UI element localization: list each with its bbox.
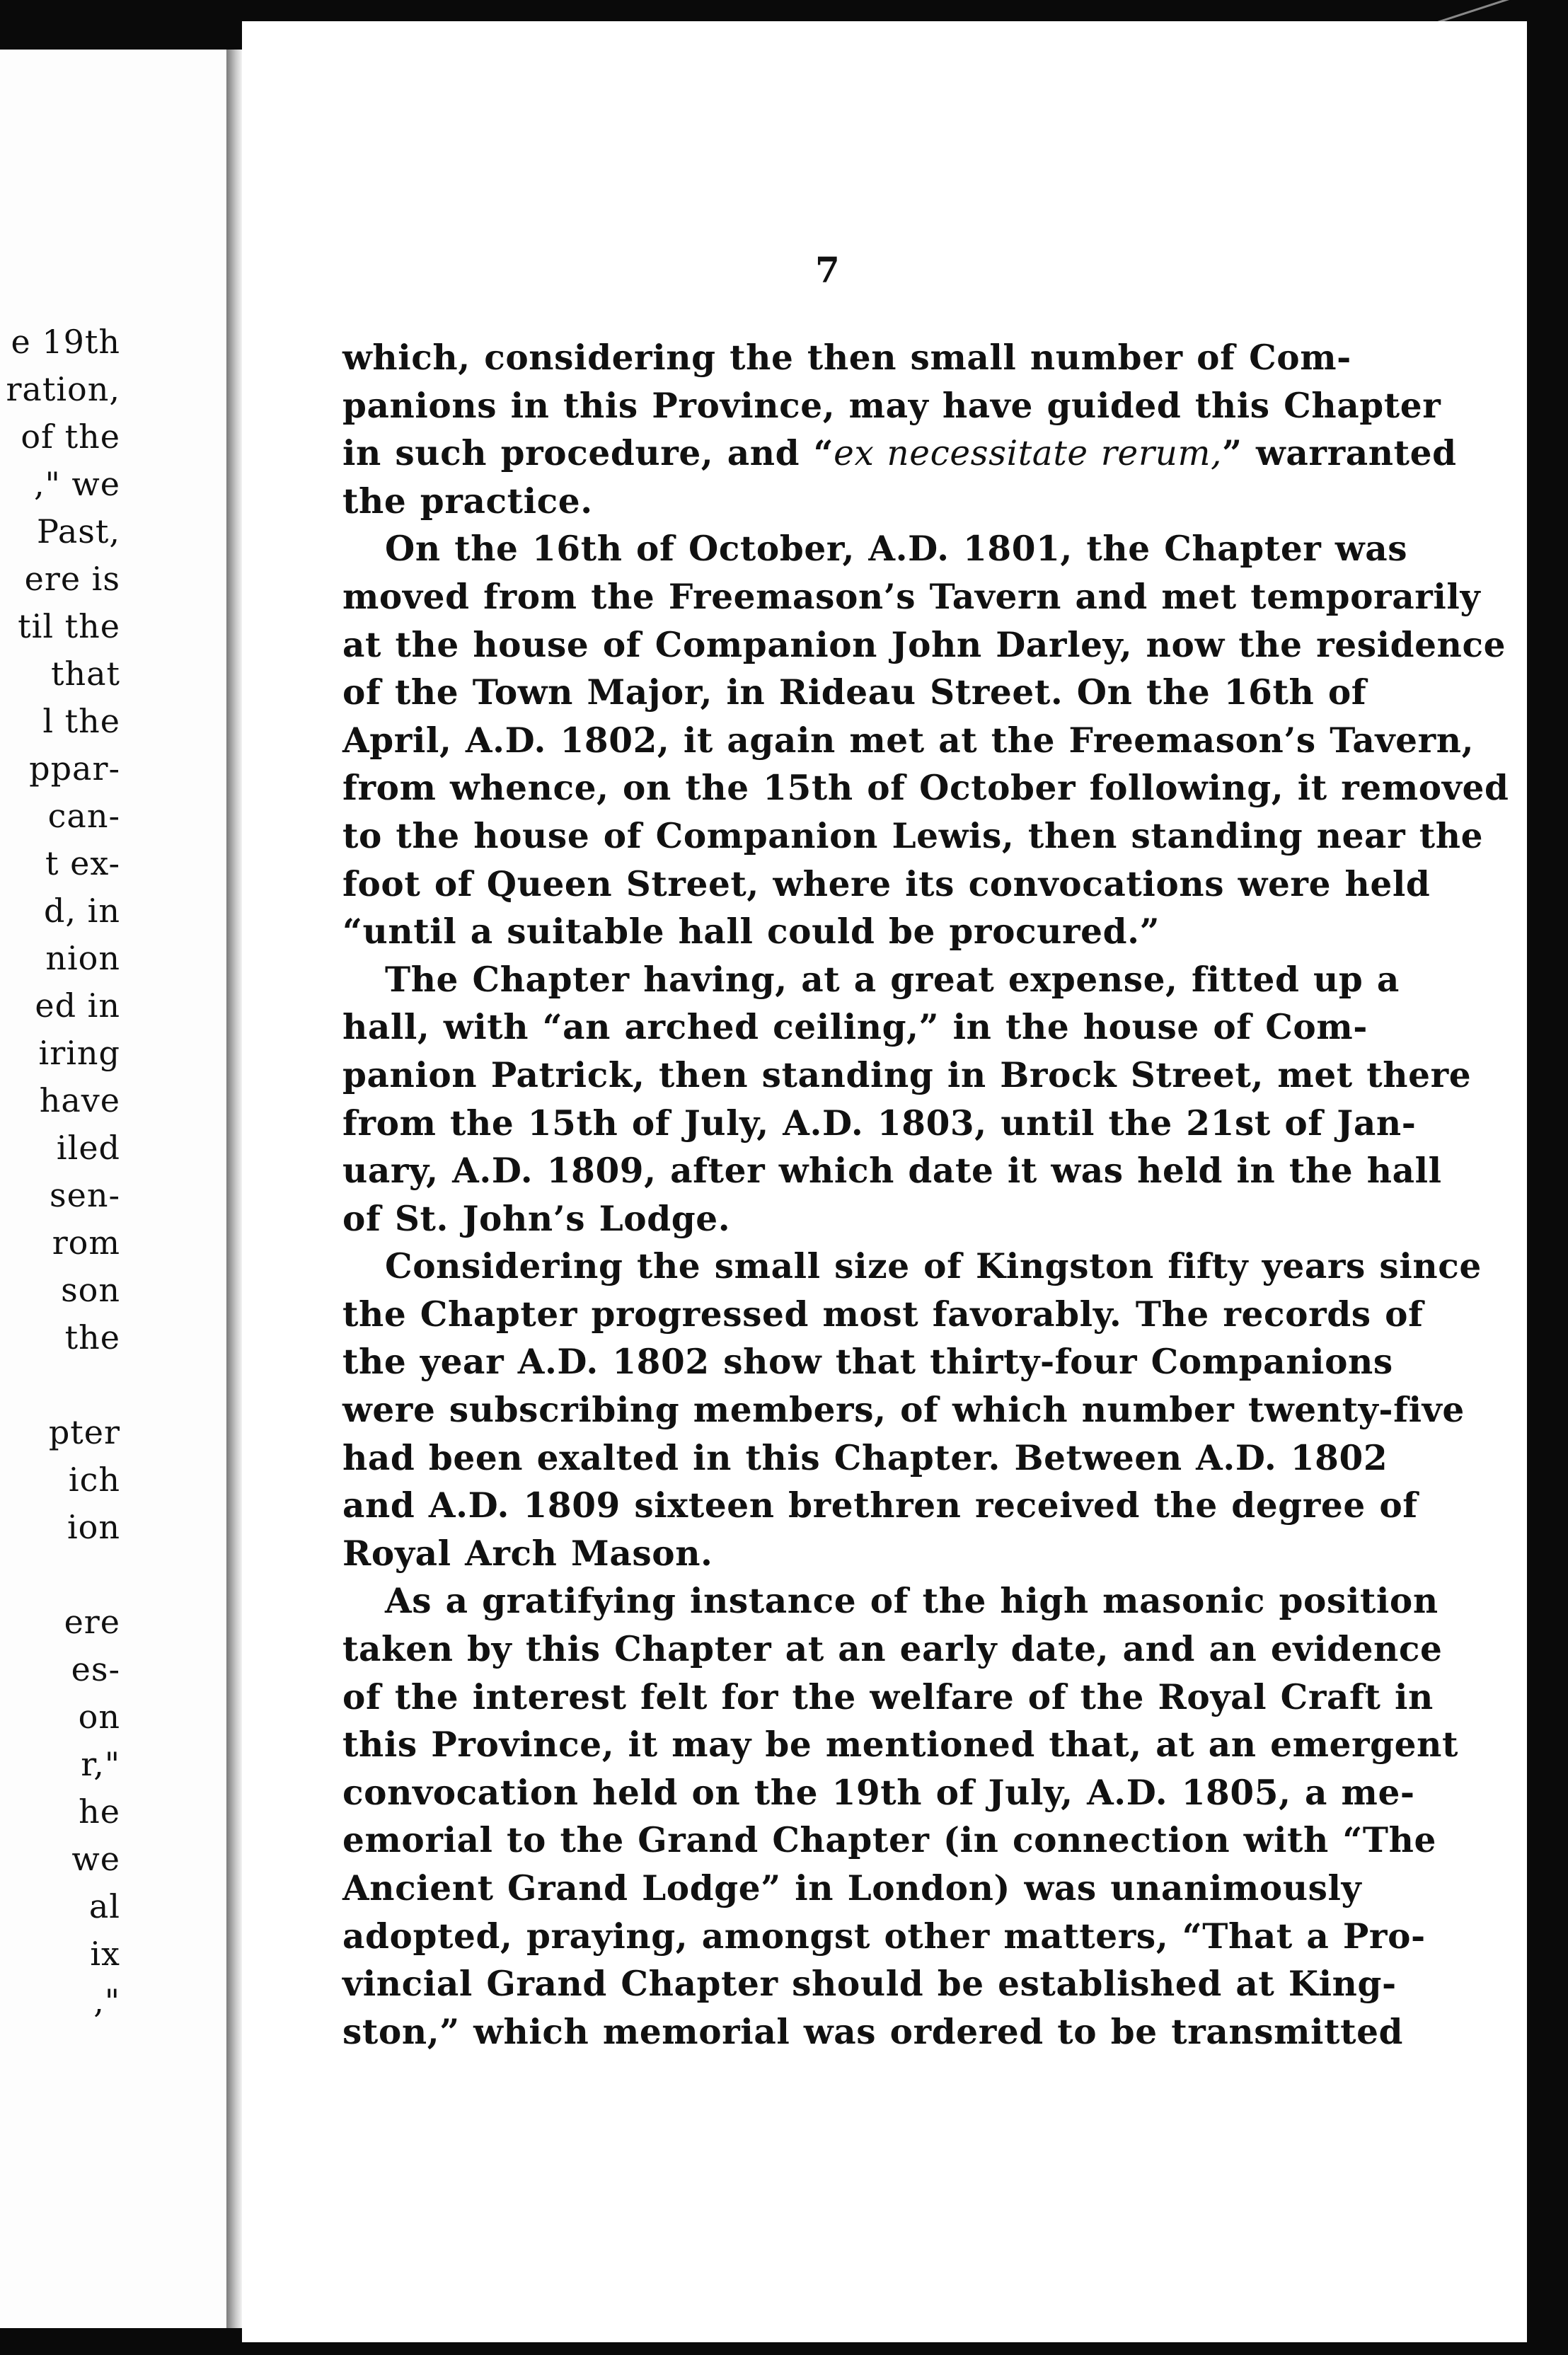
left-page-line: t ex- (45, 844, 120, 882)
text-line: emorial to the Grand Chapter (in connection with “The (342, 1820, 1436, 1861)
text-line: from whence, on the 15th of October following, it removed (342, 768, 1509, 809)
left-page-line: ," we (34, 465, 120, 503)
left-page-line: d, in (43, 892, 120, 930)
left-page-line: have (39, 1081, 120, 1119)
left-page-line: ix (90, 1935, 120, 1973)
text-line: this Province, it may be mentioned that, at an emergent (342, 1724, 1458, 1766)
left-page-line: iring (38, 1034, 120, 1072)
text-line: uary, A.D. 1809, after which date it was held in the hall (342, 1151, 1442, 1192)
left-page-line: l the (42, 702, 120, 740)
text-line: of the interest felt for the welfare of the Royal Craft in (342, 1676, 1434, 1717)
text-line: vincial Grand Chapter should be established at King- (342, 1964, 1397, 2005)
left-page-line: that (50, 655, 120, 693)
text-segment: in such procedure, and “ (342, 433, 834, 474)
text-line: from the 15th of July, A.D. 1803, until the 21st of Jan- (342, 1102, 1417, 1144)
text-line: “until a suitable hall could be procured.” (342, 911, 1160, 952)
left-page-line: ion (67, 1508, 120, 1546)
text-line: Considering the small size of Kingston fifty years since (385, 1246, 1482, 1287)
text-line: at the house of Companion John Darley, now the residence (342, 624, 1506, 665)
text-segment: ” warranted (1222, 433, 1457, 474)
paragraph (342, 334, 1457, 525)
left-page-line: the (64, 1318, 120, 1357)
left-page-line: al (88, 1887, 120, 1925)
text-line: the Chapter progressed most favorably. The records of (342, 1294, 1424, 1335)
text-line: the year A.D. 1802 show that thirty-four Companions (342, 1342, 1393, 1383)
italic-phrase: ex necessitate rerum, (834, 434, 1223, 474)
left-page-line: til the (18, 607, 120, 645)
left-page-line: on (78, 1698, 120, 1736)
left-page-line: of the (21, 418, 120, 456)
paragraph (342, 1577, 1458, 2056)
left-page-line: sen- (50, 1176, 120, 1214)
paragraph (342, 525, 1509, 955)
text-line: Royal Arch Mason. (342, 1533, 713, 1574)
left-page-line: es- (71, 1650, 120, 1688)
left-page-line: iled (56, 1129, 120, 1167)
text-line: panions in this Province, may have guided this Chapter (342, 385, 1441, 426)
body-text (342, 334, 1509, 2056)
paragraph (342, 956, 1472, 1243)
left-page-line: r," (81, 1745, 120, 1783)
left-page-line: ere (64, 1603, 120, 1641)
text-line: which, considering the then small number of Com- (342, 338, 1351, 378)
text-line: adopted, praying, amongst other matters, “That a Pro- (342, 1916, 1426, 1957)
left-page-line: ere is (24, 560, 120, 598)
text-line: and A.D. 1809 sixteen brethren received the degree of (342, 1485, 1418, 1526)
text-line (342, 430, 1457, 478)
text-line: Ancient Grand Lodge” in London) was unanimously (342, 1868, 1362, 1908)
left-page-line: he (79, 1792, 120, 1831)
text-line: panion Patrick, then standing in Brock Street, met there (342, 1054, 1472, 1095)
left-page-line: Past, (36, 512, 120, 551)
left-page-line: pter (48, 1413, 120, 1451)
text-line: foot of Queen Street, where its convocations were held (342, 863, 1431, 904)
scan-right-border (1527, 21, 1568, 2355)
book-gutter (226, 50, 242, 2328)
text-line: had been exalted in this Chapter. Between A.D. 1802 (342, 1437, 1388, 1478)
left-page-line: son (61, 1271, 120, 1309)
text-line: The Chapter having, at a great expense, fitted up a (385, 959, 1400, 1000)
left-page-line: can- (47, 797, 120, 835)
text-line: On the 16th of October, A.D. 1801, the Chapter was (385, 529, 1408, 570)
text-line: of St. John’s Lodge. (342, 1198, 731, 1239)
left-page-line: ration, (6, 370, 120, 408)
text-line: April, A.D. 1802, it again met at the Freemason’s Tavern, (342, 720, 1475, 761)
left-page-line (6, 1361, 120, 1409)
left-page-line: ," (93, 1982, 120, 2020)
left-page-line (6, 1551, 120, 1599)
text-line: taken by this Chapter at an early date, and an evidence (342, 1629, 1443, 1670)
text-line: convocation held on the 19th of July, A.D. 1805, a me- (342, 1772, 1415, 1813)
text-line: hall, with “an arched ceiling,” in the house of Com- (342, 1007, 1368, 1048)
text-line: were subscribing members, of which number twenty-five (342, 1390, 1465, 1431)
left-page (0, 50, 226, 2328)
left-page-line: ed in (35, 986, 120, 1025)
left-page-line: e 19th (11, 323, 120, 361)
left-page-text (6, 318, 120, 2025)
left-page-line: nion (45, 939, 120, 977)
right-page (242, 21, 1527, 2342)
left-page-line: rom (52, 1223, 120, 1262)
text-line: of the Town Major, in Rideau Street. On the 16th of (342, 672, 1367, 713)
page-number: 7 (815, 249, 840, 291)
left-page-line: we (71, 1840, 120, 1878)
text-line: moved from the Freemason’s Tavern and met temporarily (342, 576, 1481, 617)
text-line: to the house of Companion Lewis, then standing near the (342, 815, 1484, 856)
paragraph (342, 1243, 1482, 1577)
text-line: ston,” which memorial was ordered to be transmitted (342, 2011, 1404, 2052)
text-line: the practice. (342, 480, 593, 522)
left-page-line: ppar- (29, 749, 120, 788)
left-page-line: ich (68, 1461, 120, 1499)
text-line: As a gratifying instance of the high masonic position (385, 1581, 1439, 1622)
